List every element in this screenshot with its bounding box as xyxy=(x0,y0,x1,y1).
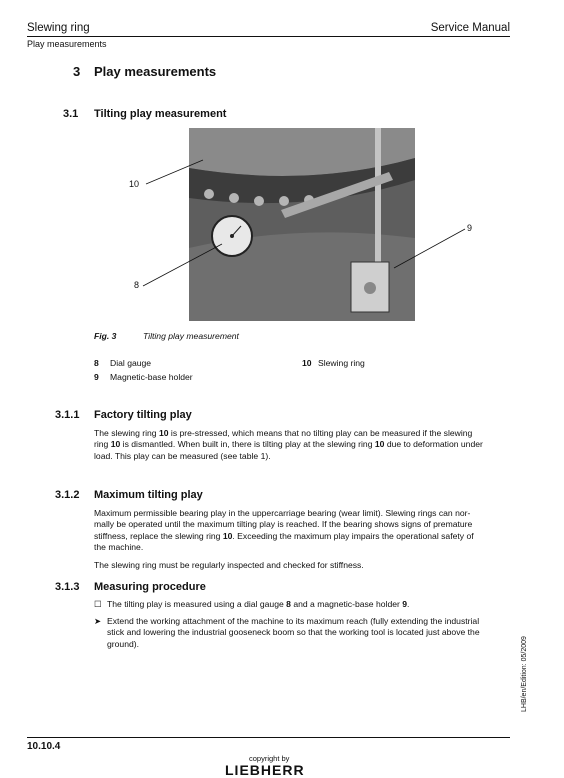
factory-tilting-play-text xyxy=(94,428,510,462)
text-line: ring 10 is dismantled. When built in, there is tilting play at the slewing ring 10 due to deformation under xyxy=(94,439,483,450)
legend-text-9: Magnetic-base holder xyxy=(110,372,193,382)
header-manual-title: Service Manual xyxy=(430,22,510,34)
header-chapter-title: Slewing ring xyxy=(27,22,90,34)
text-line: mally be operated until the maximum tilting play is reached. If the bearing shows signs of premature xyxy=(94,519,473,530)
text-line: stick and lowering the industrial gooseneck boom so that the working tool is located just above the xyxy=(107,627,480,638)
legend-num-9: 9 xyxy=(94,372,99,382)
subsection-3-1-2-number: 3.1.2 xyxy=(55,489,80,501)
figure-caption: Tilting play measurement xyxy=(143,331,239,341)
header-subtitle: Play measurements xyxy=(27,39,107,49)
subsection-3-1-3-number: 3.1.3 xyxy=(55,581,80,593)
figure-label: Fig. 3 xyxy=(94,331,117,341)
subsection-3-1-2-title: Maximum tilting play xyxy=(94,489,203,501)
subsection-3-1-title: Tilting play measurement xyxy=(94,108,227,120)
page-number: 10.10.4 xyxy=(27,741,61,752)
section-title: Play measurements xyxy=(94,64,217,79)
text-line: the machine. xyxy=(94,542,144,553)
inspection-note: The slewing ring must be regularly inspected and checked for stiffness. xyxy=(94,560,364,570)
subsection-3-1-number: 3.1 xyxy=(63,108,79,120)
edition-side-text: LHB/en/Edition: 05/2009 xyxy=(521,636,528,712)
legend-text-10: Slewing ring xyxy=(318,358,365,368)
subsection-3-1-1-number: 3.1.1 xyxy=(55,409,80,421)
text-line: The slewing ring 10 is pre-stressed, which means that no tilting play can be measured if the slewing xyxy=(94,428,473,438)
footer-rule xyxy=(27,737,510,738)
maximum-tilting-play-text xyxy=(94,508,510,554)
step-2-text xyxy=(107,616,510,650)
text-line: load. This play can be measured (see table 1). xyxy=(94,450,271,461)
legend-num-10: 10 xyxy=(302,358,312,368)
brand-logo: LIEBHERR xyxy=(225,762,305,778)
callout-8: 8 xyxy=(134,280,140,290)
callout-9: 9 xyxy=(467,223,473,233)
step-1-text: The tilting play is measured using a dial gauge 8 and a magnetic-base holder 9. xyxy=(107,599,410,609)
callout-leaders xyxy=(0,0,564,330)
arrow-icon: ➤ xyxy=(94,616,102,626)
subsection-3-1-1-title: Factory tilting play xyxy=(94,409,192,421)
text-line: Extend the working attachment of the machine to its maximum reach (fully extending the industrial xyxy=(107,616,480,626)
section-number: 3 xyxy=(73,64,81,79)
subsection-3-1-3-title: Measuring procedure xyxy=(94,581,206,593)
legend-num-8: 8 xyxy=(94,358,99,368)
callout-10: 10 xyxy=(129,179,140,189)
checkbox-icon: ☐ xyxy=(94,599,102,609)
legend-text-8: Dial gauge xyxy=(110,358,152,368)
text-line: stiffness, replace the slewing ring 10. Exceeding the maximum play impairs the operational safety of xyxy=(94,530,474,541)
text-line: Maximum permissible bearing play in the uppercarriage bearing (wear limit). Slewing rings can nor- xyxy=(94,508,471,518)
copyright-text: copyright by xyxy=(249,754,290,763)
text-line: ground). xyxy=(107,638,140,649)
